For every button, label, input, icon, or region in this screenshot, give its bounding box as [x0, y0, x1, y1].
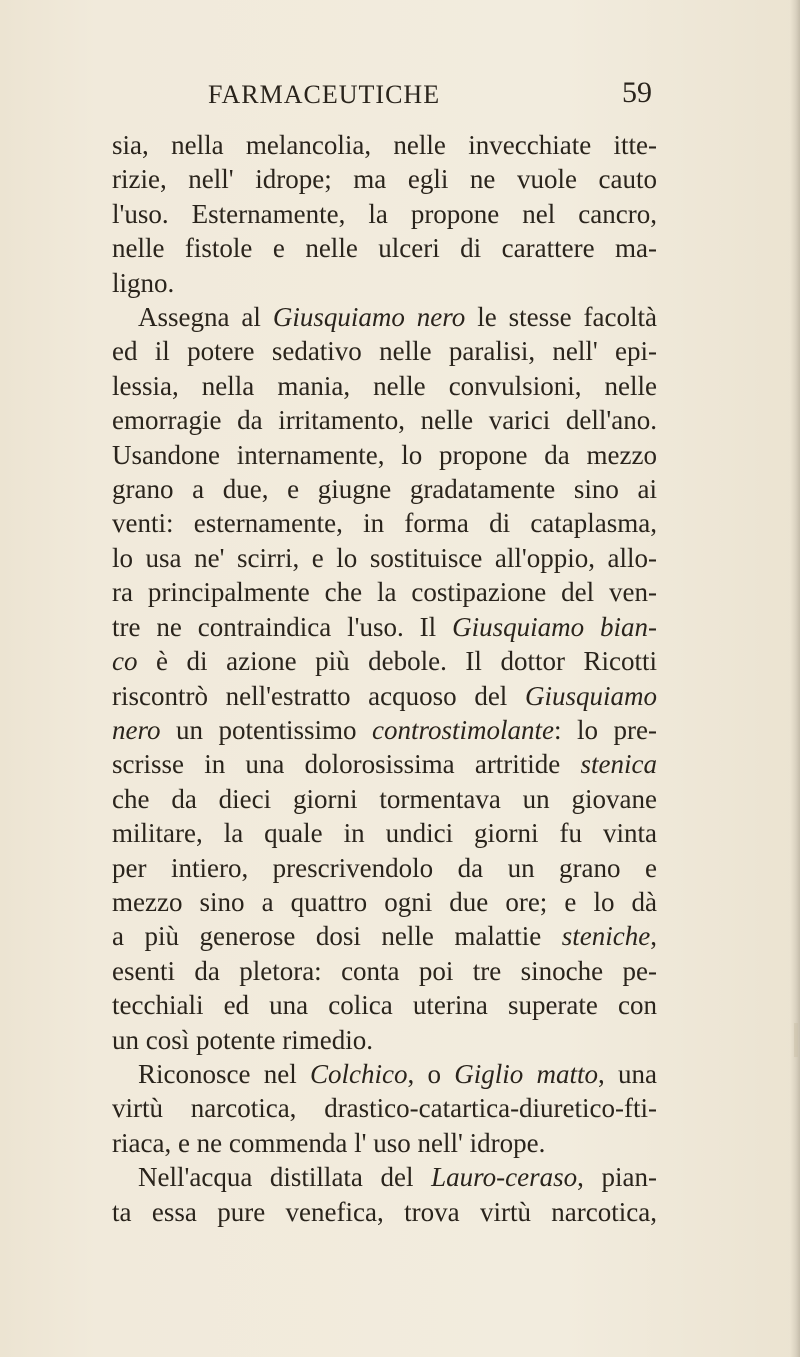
text-line	[112, 128, 657, 162]
text-run: grano a due, e giugne gradatamente sino ai	[112, 474, 657, 505]
text-line	[112, 851, 657, 885]
text-line	[112, 644, 657, 678]
text-line	[112, 610, 657, 644]
text-line	[112, 1057, 657, 1091]
text-line	[112, 1195, 657, 1229]
text-run: Nell'acqua distillata del	[138, 1162, 432, 1193]
text-run: ligno.	[112, 267, 175, 298]
text-run: , una	[598, 1058, 657, 1089]
italic-term: stenica	[580, 749, 657, 780]
text-line	[112, 231, 657, 265]
text-run: , pian-	[577, 1162, 657, 1193]
text-run: sia, nella melancolia, nelle invecchiate itte-	[112, 130, 657, 160]
italic-term: Giusquiamo bian-	[452, 611, 657, 642]
page-number: 59	[622, 76, 652, 109]
running-title: FARMACEUTICHE	[208, 80, 441, 109]
text-line	[112, 713, 657, 747]
text-line	[112, 300, 657, 334]
text-run: per intiero, prescrivendolo da un grano e	[112, 852, 657, 883]
text-run: Usandone internamente, lo propone da mezzo	[112, 439, 657, 470]
text-run: venti: esternamente, in forma di cataplasma,	[112, 508, 657, 539]
text-run: un potentissimo	[160, 714, 373, 745]
text-run: nelle fistole e nelle ulceri di carattere ma-	[112, 233, 657, 264]
text-line	[112, 506, 657, 540]
italic-term: controstimolante	[372, 714, 555, 745]
paper-mark	[794, 1023, 798, 1057]
text-run: a più generose dosi nelle malattie	[112, 921, 562, 952]
text-line	[112, 782, 657, 816]
text-run: rizie, nell' idrope; ma egli ne vuole cauto	[112, 164, 657, 195]
text-run: scrisse in una dolorosissima artritide	[112, 749, 581, 780]
text-run: tecchiali ed una colica uterina superate con	[112, 990, 657, 1021]
text-line	[112, 197, 657, 231]
text-run: l'uso. Esternamente, la propone nel cancro,	[112, 198, 657, 229]
text-line	[112, 954, 657, 988]
text-run: emorragie da irritamento, nelle varici dell'ano.	[112, 405, 657, 436]
text-run: virtù narcotica, drastico-catartica-diuretico-fti-	[112, 1093, 657, 1124]
italic-term: Lauro-ceraso	[431, 1162, 578, 1193]
text-run: riscontrò nell'estratto acquoso del	[112, 680, 525, 711]
text-run: Assegna al	[138, 302, 273, 333]
italic-term: Giusquiamo	[524, 680, 657, 711]
text-line	[112, 1023, 657, 1057]
italic-term: co	[112, 646, 138, 677]
text-line	[112, 472, 657, 506]
text-line	[112, 266, 657, 300]
text-line	[112, 162, 657, 196]
text-run: lo usa ne' scirri, e lo sostituisce all'oppio, allo-	[112, 542, 657, 573]
text-run: : lo pre-	[554, 714, 657, 745]
text-line	[112, 403, 657, 437]
text-run: militare, la quale in undici giorni fu vinta	[112, 818, 657, 849]
text-line	[112, 988, 657, 1022]
text-run: che da dieci giorni tormentava un giovane	[112, 783, 657, 814]
italic-term: Giusquiamo nero	[272, 302, 466, 333]
italic-term: steniche	[561, 921, 651, 952]
text-run: , o	[407, 1058, 455, 1089]
text-run: mezzo sino a quattro ogni due ore; e lo dà	[112, 886, 657, 917]
body-text	[112, 128, 657, 1229]
text-line	[112, 816, 657, 850]
text-line	[112, 679, 657, 713]
text-line	[112, 1126, 657, 1160]
page-header	[112, 72, 652, 116]
italic-term: nero	[112, 714, 161, 745]
text-line	[112, 1160, 657, 1194]
page-edge-shadow	[790, 0, 800, 1357]
text-line	[112, 1091, 657, 1125]
text-run: tre ne contraindica l'uso. Il	[112, 611, 453, 642]
text-run: lessia, nella mania, nelle convulsioni, nelle	[112, 370, 657, 401]
text-run: è di azione più debole. Il dottor Ricotti	[137, 646, 657, 677]
text-line	[112, 747, 657, 781]
text-line	[112, 575, 657, 609]
text-run: ta essa pure venefica, trova virtù narcotica,	[112, 1196, 657, 1227]
text-line	[112, 885, 657, 919]
text-line	[112, 369, 657, 403]
text-line	[112, 919, 657, 953]
text-line	[112, 541, 657, 575]
text-run: un così potente rimedio.	[112, 1024, 373, 1055]
text-run: le stesse facoltà	[465, 302, 658, 333]
text-run: ,	[650, 921, 657, 952]
text-run: Riconosce nel	[138, 1058, 310, 1089]
text-run: esenti da pletora: conta poi tre sinoche pe-	[112, 955, 657, 986]
text-run: ra principalmente che la costipazione del ven-	[112, 577, 657, 608]
italic-term: Giglio matto	[454, 1058, 598, 1089]
text-run: ed il potere sedativo nelle paralisi, nell' epi-	[112, 336, 657, 367]
italic-term: Colchico	[309, 1058, 408, 1089]
text-run: riaca, e ne commenda l' uso nell' idrope.	[112, 1127, 546, 1158]
text-line	[112, 334, 657, 368]
text-line	[112, 438, 657, 472]
